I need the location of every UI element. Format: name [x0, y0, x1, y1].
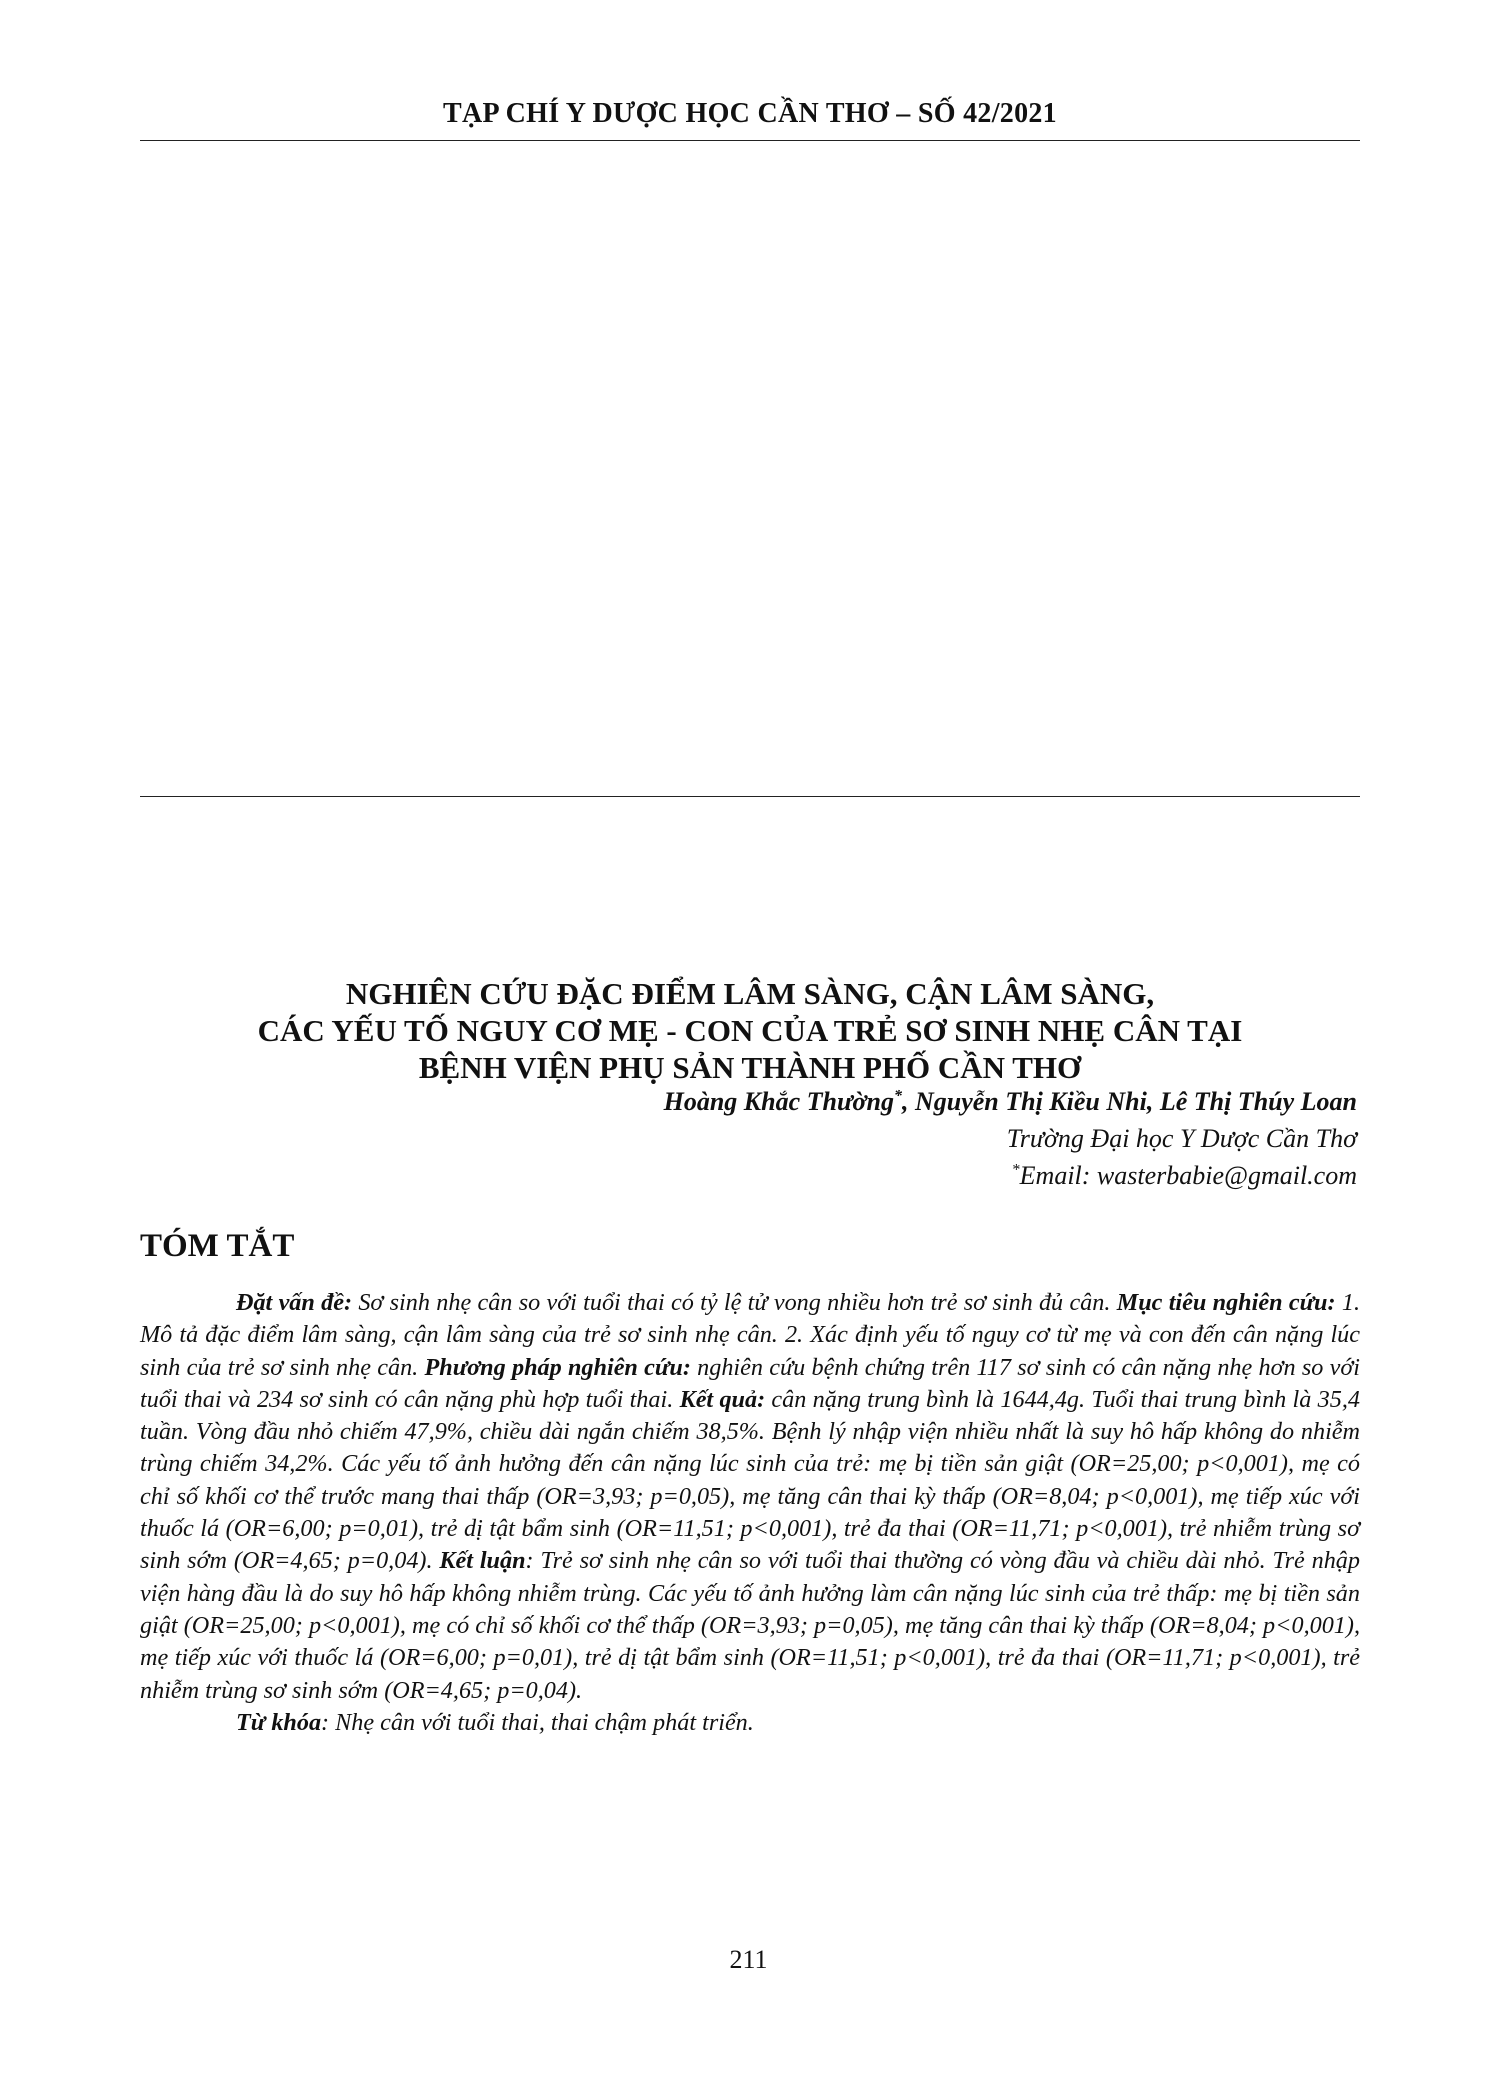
methods-label: Phương pháp nghiên cứu: [424, 1353, 691, 1381]
header-rule [140, 140, 1360, 141]
keywords-text: : Nhẹ cân với tuổi thai, thai chậm phát triển. [321, 1708, 754, 1736]
email-line [664, 1157, 1357, 1194]
keywords-paragraph [140, 1707, 1360, 1739]
results-text: cân nặng trung bình là 1644,4g. Tuổi thai trung bình là 35,4 tuần. Vòng đầu nhỏ chiếm 47,9%, chiều dài ngắn chiếm 38,5%. Bệnh lý nhập viện nhiều nhất là suy hô hấp không do nhiễm trùng chiếm 34,2%. Các yếu tố ảnh hưởng đến cân nặng lúc sinh của trẻ: mẹ bị tiền sản giật (OR=25,00; p<0,001), mẹ có chỉ số khối cơ thể trước mang thai thấp (OR=3,93; p=0,05), mẹ tăng cân thai kỳ thấp (OR=8,04; p<0,001), mẹ tiếp xúc với thuốc lá (OR=6,00; p=0,01), trẻ dị tật bẩm sinh (OR=11,51; p<0,001), trẻ đa thai (OR=11,71; p<0,001), trẻ nhiễm trùng sơ sinh sớm (OR=4,65; p=0,04). [140, 1385, 1360, 1575]
background-label: Đặt vấn đề: [236, 1289, 353, 1316]
author-names [664, 1083, 1357, 1120]
email-mark: * [1011, 1161, 1020, 1179]
title-line: NGHIÊN CỨU ĐẶC ĐIỂM LÂM SÀNG, CẬN LÂM SÀNG, [345, 976, 1155, 1011]
first-author: Hoàng Khắc Thường [663, 1087, 894, 1116]
journal-header: TẠP CHÍ Y DƯỢC HỌC CẦN THƠ – SỐ 42/2021 [442, 98, 1057, 129]
paper-title [140, 975, 1360, 1086]
objectives-text: 1. Mô tả đặc điểm lâm sàng, cận lâm sàng của trẻ sơ sinh nhẹ cân. 2. Xác định yếu tố nguy cơ từ mẹ và con đến cân nặng lúc sinh của trẻ sơ sinh nhẹ cân. [140, 1289, 1361, 1381]
title-line: CÁC YẾU TỐ NGUY CƠ MẸ - CON CỦA TRẺ SƠ SINH NHẸ CÂN TẠI [257, 1013, 1243, 1048]
corresponding-mark: * [893, 1087, 902, 1105]
results-label: Kết quả: [679, 1385, 766, 1413]
background-text: Sơ sinh nhẹ cân so với tuổi thai có tỷ lệ tử vong nhiều hơn trẻ sơ sinh đủ cân. [352, 1289, 1117, 1316]
conclusion-label: Kết luận [439, 1547, 526, 1575]
abstract-heading: TÓM TẮT [140, 1228, 295, 1264]
section-divider [140, 796, 1360, 797]
abstract-paragraph [140, 1287, 1360, 1707]
affiliation: Trường Đại học Y Dược Cần Thơ [1006, 1124, 1357, 1153]
keywords-label: Từ khóa [236, 1708, 322, 1736]
conclusion-text: : Trẻ sơ sinh nhẹ cân so với tuổi thai thường có vòng đầu và chiều dài nhỏ. Trẻ nhập viện hàng đầu là do suy hô hấp không nhiễm trùng. Các yếu tố ảnh hưởng làm cân nặng lúc sinh của trẻ thấp: mẹ bị tiền sản giật (OR=25,00; p<0,001), mẹ có chỉ số khối cơ thể thấp (OR=3,93; p=0,05), mẹ tăng cân thai kỳ thấp (OR=8,04; p<0,001), mẹ tiếp xúc với thuốc lá (OR=6,00; p=0,01), trẻ dị tật bẩm sinh (OR=11,51; p<0,001), trẻ đa thai (OR=11,71; p<0,001), trẻ nhiễm trùng sơ sinh sớm (OR=4,65; p=0,04). [140, 1547, 1360, 1704]
objectives-label: Mục tiêu nghiên cứu: [1116, 1289, 1336, 1316]
title-line: BỆNH VIỆN PHỤ SẢN THÀNH PHỐ CẦN THƠ [418, 1050, 1082, 1085]
page-number: 211 [729, 1945, 768, 1974]
abstract-body [140, 1287, 1360, 1739]
author-block [664, 1083, 1357, 1194]
methods-text: nghiên cứu bệnh chứng trên 117 sơ sinh có cân nặng nhẹ hơn so với tuổi thai và 234 sơ sinh có cân nặng phù hợp tuổi thai. [140, 1353, 1360, 1413]
co-authors: , Nguyễn Thị Kiều Nhi, Lê Thị Thúy Loan [901, 1087, 1357, 1116]
email: Email: wasterbabie@gmail.com [1019, 1161, 1357, 1190]
